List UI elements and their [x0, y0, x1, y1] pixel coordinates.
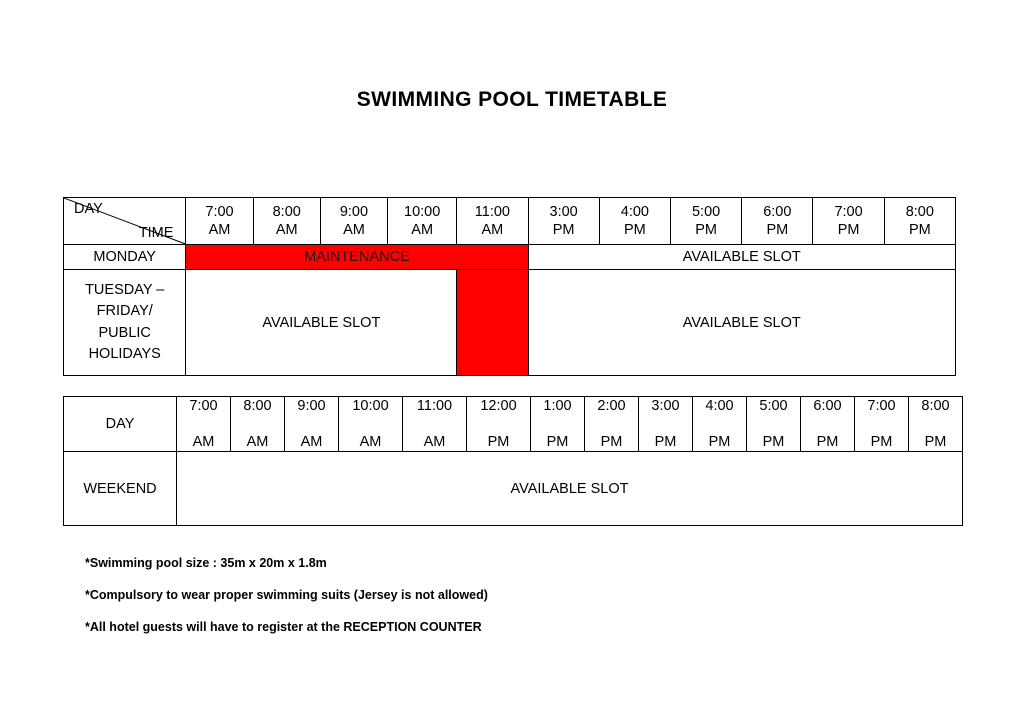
time-meridiem: PM: [487, 434, 510, 451]
time-value: 8:00: [272, 203, 301, 220]
time-header-cell: [531, 397, 585, 452]
time-header-cell: [670, 198, 741, 245]
available-slot: AVAILABLE SLOT: [177, 452, 963, 526]
time-meridiem: PM: [546, 434, 569, 451]
time-meridiem: PM: [908, 222, 931, 238]
time-meridiem: AM: [481, 222, 504, 238]
time-header-cell: [801, 397, 855, 452]
label-line: FRIDAY/: [96, 303, 153, 320]
time-meridiem: PM: [762, 434, 785, 451]
time-header-cell: [320, 198, 387, 245]
time-header-cell: [909, 397, 963, 452]
table-row: [64, 270, 956, 376]
time-value: 3:00: [549, 203, 578, 220]
time-header-cell: [884, 198, 955, 245]
time-meridiem: PM: [708, 434, 731, 451]
time-header-cell: [639, 397, 693, 452]
time-value: 7:00: [189, 398, 218, 414]
time-meridiem: AM: [192, 434, 215, 451]
time-meridiem: PM: [654, 434, 677, 451]
time-header-cell: [855, 397, 909, 452]
time-value: 5:00: [759, 398, 788, 414]
time-value: 6:00: [813, 398, 842, 414]
time-header-cell: [457, 198, 528, 245]
time-value: 6:00: [763, 203, 792, 220]
time-meridiem: AM: [300, 434, 323, 451]
time-value: 11:00: [474, 203, 510, 220]
time-meridiem: AM: [423, 434, 446, 451]
time-header-cell: [339, 397, 403, 452]
weekend-day-header: DAY: [64, 397, 177, 452]
time-value: 8:00: [243, 398, 272, 414]
time-meridiem: PM: [816, 434, 839, 451]
time-value: 7:00: [867, 398, 896, 414]
time-value: 2:00: [597, 398, 626, 414]
time-header-cell: [467, 397, 531, 452]
maintenance-slot: MAINTENANCE: [186, 245, 528, 270]
time-header-cell: [231, 397, 285, 452]
weekend-timetable: [63, 396, 963, 526]
time-header-cell: [177, 397, 231, 452]
notes-list: [85, 556, 488, 652]
time-meridiem: AM: [208, 222, 231, 238]
time-header-cell: [528, 198, 599, 245]
time-meridiem: PM: [837, 222, 860, 238]
time-value: 4:00: [620, 203, 649, 220]
time-value: 8:00: [905, 203, 934, 220]
time-header-cell: [742, 198, 813, 245]
label-line: PUBLIC: [98, 324, 151, 341]
time-value: 4:00: [705, 398, 734, 414]
time-meridiem: PM: [600, 434, 623, 451]
table-header-row: [64, 198, 956, 245]
time-header-cell: [599, 198, 670, 245]
time-value: 1:00: [543, 398, 572, 414]
time-header-cell: [403, 397, 467, 452]
table-header-row: [64, 397, 963, 452]
time-meridiem: PM: [766, 222, 789, 238]
available-slot: AVAILABLE SLOT: [186, 270, 457, 376]
time-value: 8:00: [921, 398, 950, 414]
time-header-cell: [186, 198, 253, 245]
corner-day-label: DAY: [74, 201, 103, 217]
row-label-monday: MONDAY: [64, 245, 186, 270]
label-line: TUESDAY –: [85, 282, 165, 299]
time-value: 10:00: [404, 203, 441, 220]
time-meridiem: PM: [870, 434, 893, 451]
note-item: *All hotel guests will have to register at the RECEPTION COUNTER: [85, 620, 482, 634]
page-title: SWIMMING POOL TIMETABLE: [356, 88, 668, 111]
day-time-corner-cell: [64, 198, 186, 245]
time-meridiem: AM: [275, 222, 298, 238]
time-meridiem: AM: [343, 222, 365, 238]
time-meridiem: PM: [552, 222, 575, 238]
time-header-cell: [693, 397, 747, 452]
note-item: *Swimming pool size : 35m x 20m x 1.8m: [85, 556, 327, 570]
time-value: 7:00: [834, 203, 863, 220]
time-meridiem: PM: [623, 222, 646, 238]
row-label-tuesday-friday: [64, 270, 186, 376]
time-value: 9:00: [297, 398, 326, 414]
time-value: 9:00: [339, 203, 369, 220]
time-meridiem: AM: [246, 434, 269, 451]
maintenance-slot: [457, 270, 528, 376]
time-header-cell: [747, 397, 801, 452]
time-header-cell: [285, 397, 339, 452]
note-item: *Compulsory to wear proper swimming suits (Jersey is not allowed): [85, 588, 488, 602]
available-slot: AVAILABLE SLOT: [528, 245, 955, 270]
weekday-timetable: [63, 197, 956, 376]
time-meridiem: PM: [695, 222, 717, 238]
time-header-cell: [585, 397, 639, 452]
time-value: 5:00: [691, 203, 721, 220]
time-header-cell: [388, 198, 457, 245]
time-value: 10:00: [352, 398, 389, 414]
corner-time-label: TIME: [138, 225, 174, 241]
time-meridiem: AM: [411, 222, 434, 238]
row-label-weekend: WEEKEND: [64, 452, 177, 526]
time-header-cell: [253, 198, 320, 245]
label-line: HOLIDAYS: [88, 345, 161, 362]
time-value: 11:00: [416, 398, 453, 414]
table-row: [64, 452, 963, 526]
time-value: 12:00: [480, 398, 517, 414]
table-row: [64, 245, 956, 270]
time-value: 7:00: [205, 203, 234, 220]
time-meridiem: AM: [359, 434, 382, 451]
time-meridiem: PM: [924, 434, 947, 451]
available-slot: AVAILABLE SLOT: [528, 270, 955, 376]
time-header-cell: [813, 198, 884, 245]
time-value: 3:00: [651, 398, 680, 414]
